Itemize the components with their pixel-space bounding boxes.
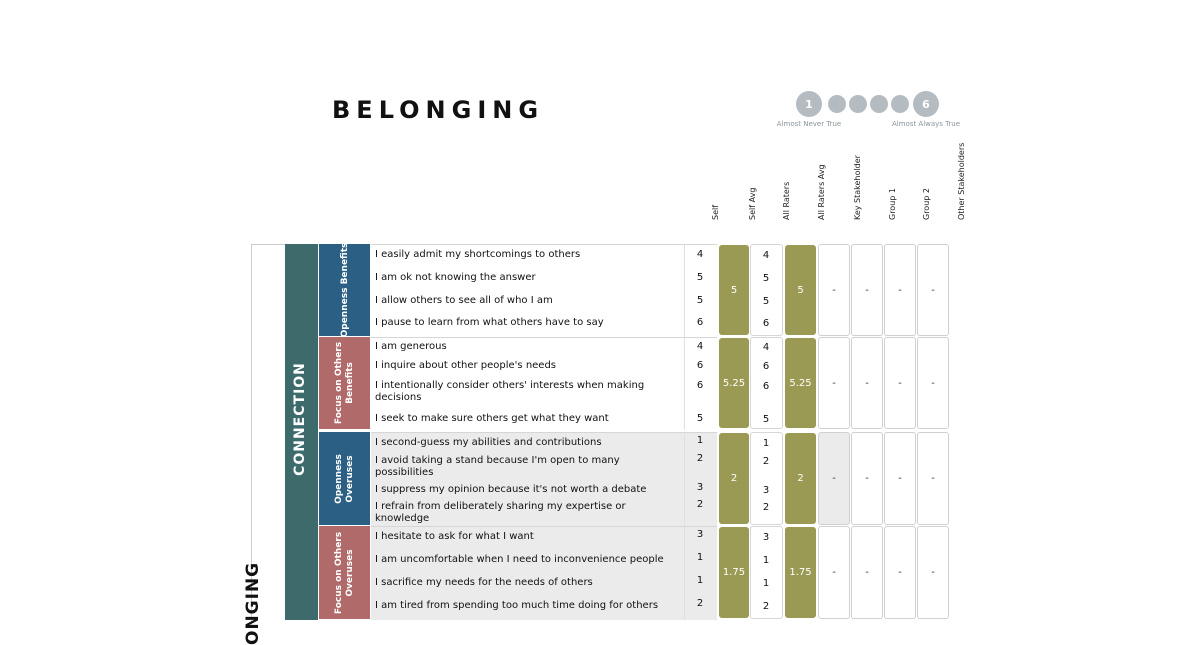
column-header: Self (711, 204, 720, 220)
subcategory-bar (319, 244, 370, 336)
column-header: Other Stakeholders (957, 142, 966, 220)
all-raters-score: 2 (762, 601, 770, 612)
statement-text: I inquire about other people's needs (375, 360, 557, 371)
statement-text: I second-guess my abilities and contributions (375, 437, 602, 448)
column-header: All Raters (782, 181, 791, 220)
column-header: Group 1 (888, 188, 897, 220)
stakeholder-score: - (818, 337, 850, 429)
scale-dot (849, 95, 867, 113)
statement-text: I pause to learn from what others have to say (375, 317, 604, 328)
subcategory-label: Openness Benefits (339, 242, 350, 338)
category-label: CONNECTION (292, 362, 308, 476)
stakeholder-score: - (884, 526, 916, 619)
self-avg-value: 5.25 (719, 338, 749, 428)
self-score: 1 (696, 552, 704, 563)
self-score: 6 (696, 360, 704, 371)
all-raters-avg-value: 2 (785, 433, 816, 524)
all-raters-score: 1 (762, 438, 770, 449)
all-raters-column (750, 244, 783, 336)
self-avg-value: 5 (719, 245, 749, 335)
all-raters-avg-value: 5 (785, 245, 816, 335)
self-score: 2 (696, 598, 704, 609)
stakeholder-score: - (818, 432, 850, 525)
stakeholder-score: - (884, 337, 916, 429)
side-label-text: ONGING (243, 561, 263, 645)
statement-text: I hesitate to ask for what I want (375, 531, 534, 542)
column-header: Group 2 (922, 188, 931, 220)
statement-text: I easily admit my shortcomings to others (375, 249, 581, 260)
column-header: Key Stakeholder (853, 155, 862, 220)
subcategory-bar (319, 337, 370, 429)
self-score: 4 (696, 341, 704, 352)
statement-text: I allow others to see all of who I am (375, 295, 553, 306)
all-raters-column (750, 526, 783, 619)
all-raters-column (750, 432, 783, 525)
self-avg-value: 1.75 (719, 527, 749, 618)
subcategory-label: Focus on Others Overuses (334, 531, 355, 614)
subcategory-bar (319, 526, 370, 619)
self-score: 3 (696, 529, 704, 540)
scale-low-label: Almost Never True (776, 120, 842, 128)
stakeholder-score: - (851, 337, 883, 429)
scale-dot (828, 95, 846, 113)
self-avg-value: 2 (719, 433, 749, 524)
all-raters-avg-value: 1.75 (785, 527, 816, 618)
all-raters-score: 3 (762, 485, 770, 496)
stakeholder-score: - (818, 244, 850, 336)
stakeholder-score: - (917, 244, 949, 336)
all-raters-score: 6 (762, 318, 770, 329)
scale-high-value: 6 (922, 97, 930, 111)
all-raters-score: 2 (762, 456, 770, 467)
scale-dot (870, 95, 888, 113)
scale-dot-high (913, 91, 939, 117)
all-raters-score: 3 (762, 532, 770, 543)
subcategory-bar (319, 432, 370, 525)
self-score: 3 (696, 482, 704, 493)
statement-text: I sacrifice my needs for the needs of others (375, 577, 593, 588)
all-raters-score: 5 (762, 414, 770, 425)
rating-scale (776, 91, 961, 135)
statement-text: I am ok not knowing the answer (375, 272, 536, 283)
all-raters-score: 4 (762, 250, 770, 261)
stakeholder-score: - (851, 432, 883, 525)
all-raters-score: 4 (762, 342, 770, 353)
self-score: 2 (696, 499, 704, 510)
all-raters-score: 1 (762, 555, 770, 566)
all-raters-column (750, 337, 783, 429)
stakeholder-score: - (851, 244, 883, 336)
column-header: All Raters Avg (817, 164, 826, 220)
scale-dot (891, 95, 909, 113)
self-column-block (684, 432, 717, 526)
statement-text: I am tired from spending too much time doing for others (375, 600, 659, 611)
statement-text: I refrain from deliberately sharing my expertise or knowledge (375, 501, 626, 524)
self-score: 5 (696, 295, 704, 306)
statement-text: I suppress my opinion because it's not worth a debate (375, 484, 647, 495)
stakeholder-score: - (917, 432, 949, 525)
self-score: 4 (696, 249, 704, 260)
stakeholder-score: - (851, 526, 883, 619)
stakeholder-score: - (917, 337, 949, 429)
self-score: 6 (696, 380, 704, 391)
self-score: 2 (696, 453, 704, 464)
all-raters-avg-value: 5.25 (785, 338, 816, 428)
subcategory-label: Focus on Others Benefits (334, 341, 355, 425)
all-raters-score: 2 (762, 502, 770, 513)
stakeholder-score: - (884, 244, 916, 336)
stakeholder-score: - (917, 526, 949, 619)
scale-low-value: 1 (805, 97, 813, 111)
self-score: 6 (696, 317, 704, 328)
self-score: 5 (696, 413, 704, 424)
all-raters-score: 6 (762, 361, 770, 372)
all-raters-score: 1 (762, 578, 770, 589)
self-score: 1 (696, 435, 704, 446)
stakeholder-score: - (884, 432, 916, 525)
column-header: Self Avg (748, 187, 757, 220)
scale-high-label: Almost Always True (891, 120, 961, 128)
stakeholder-score: - (818, 526, 850, 619)
all-raters-score: 5 (762, 296, 770, 307)
category-bar (285, 244, 318, 620)
all-raters-score: 6 (762, 381, 770, 392)
subcategory-label: Openness Overuses (334, 453, 355, 504)
statement-text: I intentionally consider others' interests when making decisions (375, 380, 645, 403)
statement-text: I seek to make sure others get what they want (375, 413, 609, 424)
self-score: 5 (696, 272, 704, 283)
statement-text: I am generous (375, 341, 447, 352)
section-side-label (238, 555, 268, 645)
scale-dot-low (796, 91, 822, 117)
page-title: BELONGING (332, 96, 545, 124)
self-score: 1 (696, 575, 704, 586)
statement-text: I am uncomfortable when I need to inconvenience people (375, 554, 664, 565)
statement-text: I avoid taking a stand because I'm open to many possibilities (375, 455, 620, 478)
all-raters-score: 5 (762, 273, 770, 284)
